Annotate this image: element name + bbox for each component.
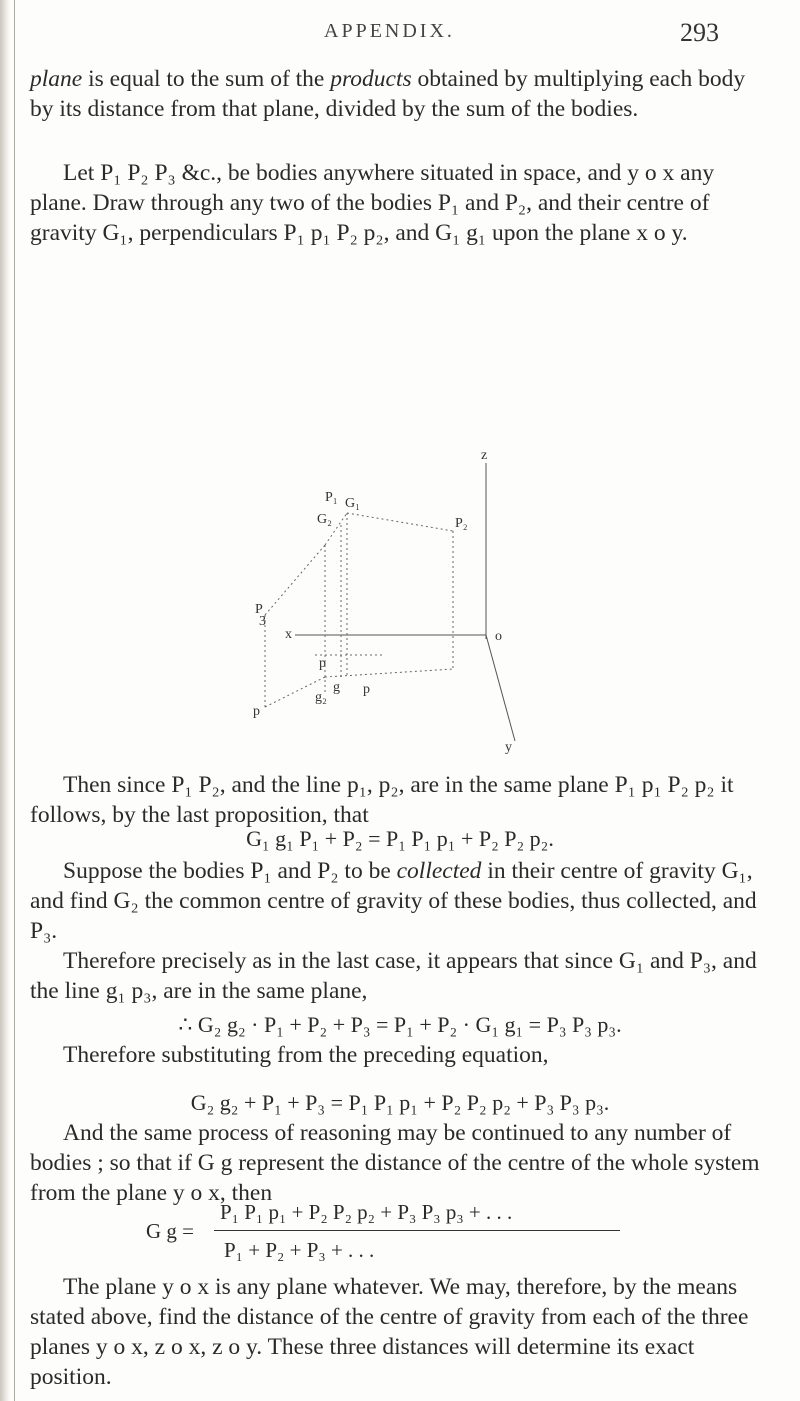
equation-4-numerator: P₁ P₁ p₁ + P₂ P₂ p₂ + P₃ P₃ p₃ + . . . <box>220 1200 513 1224</box>
y-axis <box>486 635 515 741</box>
paragraph-8: The plane y o x is any plane whatever. We may, therefore, by the means stated above, find the distance of the centre of gravity from each of the three planes y o x, z o x, z o y. These three distances will determine its exact position. <box>30 1274 749 1390</box>
equation-4-lhs: G g = <box>146 1219 195 1243</box>
paragraph-5: Therefore precisely as in the last case, it appears that since G₁ and P₃, and the line g₁ p₃, are in the same plane, <box>30 948 757 1004</box>
paragraph-1: plane is equal to the sum of the products obtained by multiplying each body by its distance from that plane, divided by the sum of the bodies. <box>30 66 746 122</box>
diagram-label-o: o <box>495 629 502 644</box>
diagram-label-g: g <box>333 680 340 695</box>
diagram-label-g2: g₂ <box>315 690 327 705</box>
diagram-label-p: p <box>319 656 326 671</box>
equation-1: G₁ g₁ P₁ + P₂ = P₁ P₁ p₁ + P₂ P₂ p₂. <box>246 826 554 851</box>
inner-margin-rule <box>14 0 15 1401</box>
diagram-label-P2: P₂ <box>455 516 468 531</box>
diagram-label-p3: p <box>253 704 260 719</box>
page-header <box>0 18 800 58</box>
paragraph-4: Suppose the bodies P₁ and P₂ to be collected in their centre of gravity G₁, and find G₂ the common centre of gravity of these bodies, thus collected, and P₃. <box>30 858 757 944</box>
book-binding-shadow <box>0 0 10 1401</box>
diagram-label-P: P <box>255 602 263 617</box>
diagram-label-3: 3 <box>259 614 266 629</box>
running-head: APPENDIX. <box>324 20 455 42</box>
diagram-label-x: x <box>285 627 292 642</box>
geometry-diagram <box>253 445 525 757</box>
diagram-label-z: z <box>481 448 488 463</box>
diagram-label-p1: p <box>363 682 370 697</box>
paragraph-6: Therefore substituting from the preceding equation, <box>63 1042 549 1068</box>
paragraph-7: And the same process of reasoning may be continued to any number of bodies ; so that if G g represent the distance of the centre of the whole system from the plane y o x, then <box>30 1120 760 1206</box>
paragraph-3: Then since P₁ P₂, and the line p₁, p₂, are in the same plane P₁ p₁ P₂ p₂ it follows, by the last proposition, that <box>30 772 734 828</box>
diagram-label-y: y <box>505 740 512 755</box>
emphasis-products: products <box>330 66 412 92</box>
diagram-label-P1: P₁ <box>325 490 338 505</box>
page-number: 293 <box>680 18 719 47</box>
emphasis-plane: plane <box>30 66 83 92</box>
emphasis-collected: collected <box>396 858 482 884</box>
equation-3: G₂ g₂ + P₁ + P₃ = P₁ P₁ p₁ + P₂ P₂ p₂ + P₃ P₃ p₃. <box>190 1090 610 1115</box>
diagram-label-G2: G₂ <box>317 512 332 527</box>
equation-2: ∴ G₂ g₂ · P₁ + P₂ + P₃ = P₁ + P₂ · G₁ g₁ = P₃ P₃ p₃. <box>178 1012 622 1037</box>
diagram-label-G1: G₁ <box>345 496 360 511</box>
fraction-bar <box>214 1230 620 1231</box>
equation-4-denominator: P₁ + P₂ + P₃ + . . . <box>224 1238 375 1262</box>
paragraph-2: Let P₁ P₂ P₃ &c., be bodies anywhere situated in space, and y o x any plane. Draw through any two of the bodies P₁ and P₂, and their centre of gravity G₁, perpendiculars P₁ p₁ P₂ p₂, and G₁ g₁ upon the plane x o y. <box>30 160 715 246</box>
